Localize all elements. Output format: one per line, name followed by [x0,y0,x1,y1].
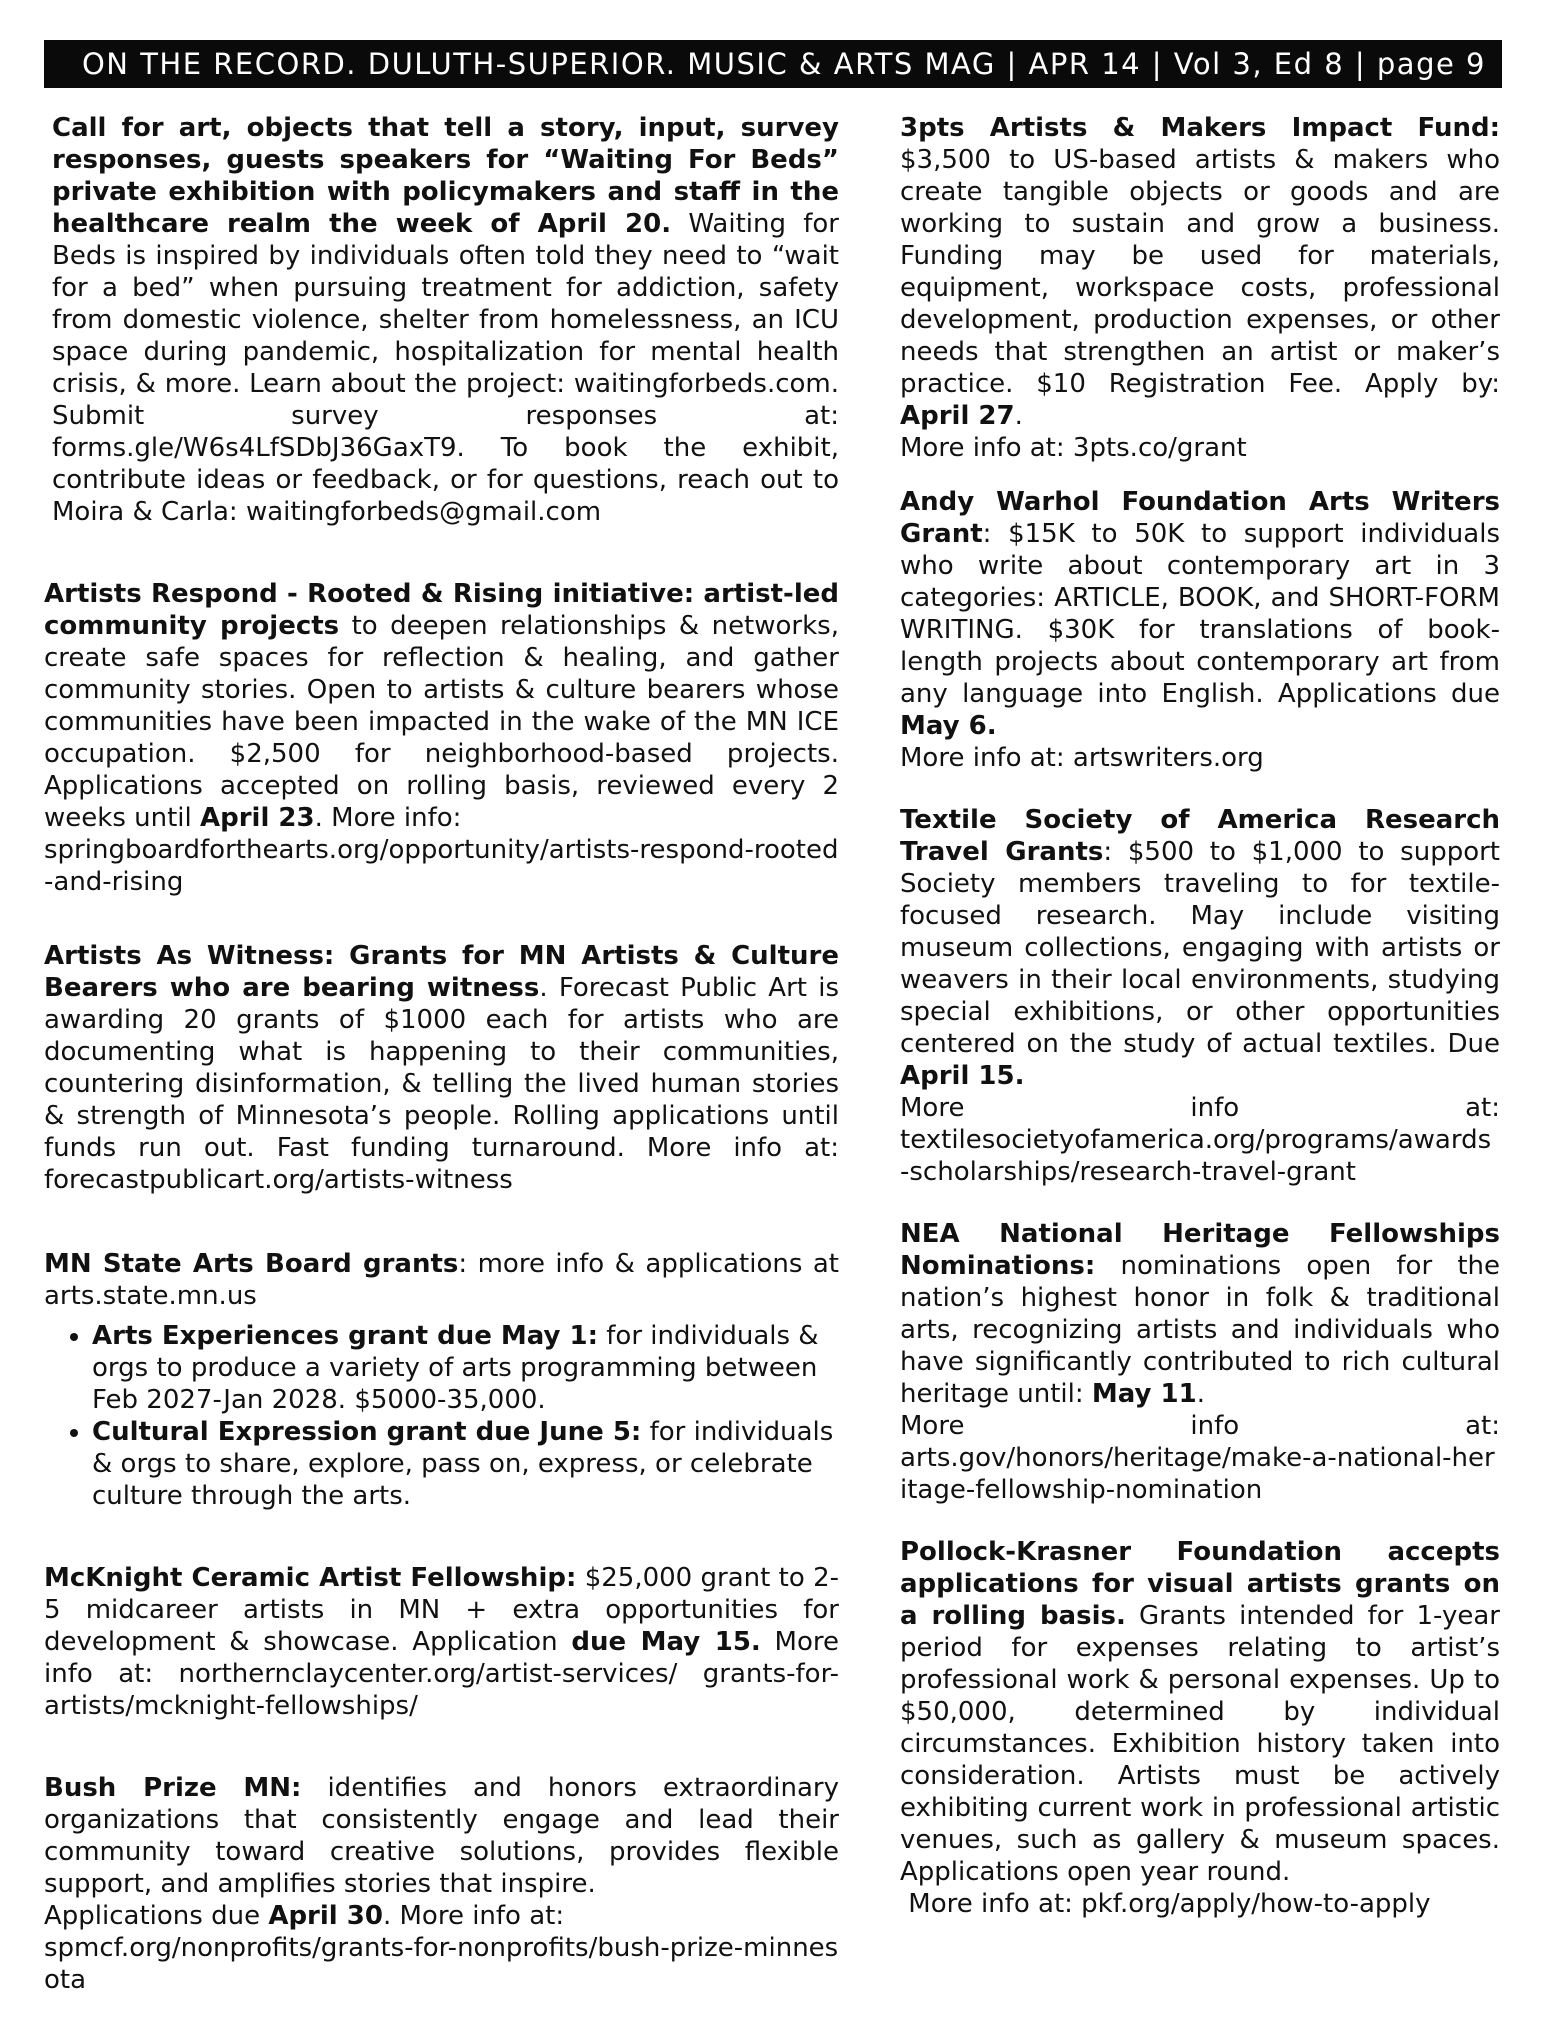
listing-deadline: due May 15. [571,1627,761,1657]
listing-3pts [900,112,1500,464]
listing-body: identifies and honors extraordinary organizations that consistently engage and lead their community toward creative solutions, provides flexible support, and amplifies stories that inspire. [44,1773,839,1899]
listing-more: More info at: [900,1411,1500,1441]
listing-more: More info at: 3pts.co/grant [900,433,1247,463]
listing-title: Bush Prize MN: [44,1773,302,1803]
listing-deadline: May 11 [1091,1379,1197,1409]
listing-body: Waiting for Beds is inspired by individuals often told they need to “wait for a bed” when pursuing treatment for addiction, safety from domestic violence, shelter from homelessness, an ICU space during pandemic, hospitalization for mental health crisis, & more. Learn about the project: waitingforbeds.com. Submit survey responses at: forms.gle/W6s4LfSDbJ36GaxT9. To book the exhibit, contribute ideas or feedback, or for questions, reach out to Moira & Carla: waitingforbeds@gmail.com [52,209,839,527]
grant-bullet-list [44,1320,839,1512]
listing-title: Call for art, objects that tell a story, input, survey responses, guests speakers for “Waiting For Beds” private exhibition with policymakers and staff in the healthcare realm the week of April 20. [52,113,839,239]
listing-title: MN State Arts Board grants [44,1249,459,1279]
listing-apps: Applications due [44,1901,269,1931]
listing-body: : $15K to 50K to support individuals who write about contemporary art in 3 categories: ARTICLE, BOOK, and SHORT-FORM WRITING. $30K for translations of book-length projects about contemporary art from any language into English. Applications due [900,519,1500,709]
listing-deadline: May 6. [900,711,997,741]
listing-mcknight [44,1562,839,1722]
listing-textile [900,804,1500,1188]
listing-title: 3pts Artists & Makers Impact Fund: [900,113,1500,143]
listing-title: Artists As Witness: Grants for MN Artists & Culture Bearers who are bearing witness [44,941,839,1003]
listing-period: . [1014,401,1023,431]
listing-more: . More info at: [382,1901,565,1931]
listing-url: textilesocietyofamerica.org/programs/awards-scholarships/research-travel-grant [900,1125,1492,1187]
bullet-title: Arts Experiences grant due May 1: [92,1321,599,1351]
listing-title: Textile Society of America Research Travel Grants [900,805,1500,867]
listing-deadline: April 15. [900,1061,1025,1091]
bullet-text: for individuals & orgs to produce a variety of arts programming between Feb 2027-Jan 2028. $5000-35,000. [92,1321,819,1415]
listing-body: Grants intended for 1-year period for expenses relating to artist’s professional work & personal expenses. Up to $50,000, determined by individual circumstances. Exhibition history taken into consideration. Artists must be actively exhibiting current work in professional artistic venues, such as gallery & museum spaces. Applications open year round. [900,1601,1500,1887]
listing-body: . Forecast Public Art is awarding 20 grants of $1000 each for artists who are documenting what is happening to their communities, countering disinformation, & telling the lived human stories & strength of Minnesota’s people. Rolling applications until funds run out. Fast funding turnaround. More info at: forecastpublicart.org/artists-witness [44,973,839,1195]
listing-deadline: April 30 [268,1901,383,1931]
listing-title: McKnight Ceramic Artist Fellowship: [44,1563,577,1593]
right-column [900,112,1500,1962]
listing-pollock [900,1536,1500,1920]
listing-body: : $500 to $1,000 to support Society members traveling to for textile-focused research. May include visiting museum collections, engaging with artists or weavers in their local environments, studying special exhibitions, or other opportunities centered on the study of actual textiles. Due [900,837,1500,1059]
listing-nea [900,1218,1500,1506]
listing-body: $25,000 grant to 2-5 midcareer artists in MN + extra opportunities for development & showcase. Application [44,1563,839,1657]
listing-more: More info at: artswriters.org [900,743,1264,773]
listing-url: arts.gov/honors/heritage/make-a-national-heritage-fellowship-nomination [900,1443,1495,1505]
listing-deadline: April 27 [900,401,1015,431]
listing-url: springboardforthearts.org/opportunity/artists-respond-rooted-and-rising [44,835,839,897]
listing-title: Andy Warhol Foundation Arts Writers Grant [900,487,1500,549]
listing-artists-respond [44,578,839,898]
listing-waiting-for-beds [44,112,839,528]
listing-mn-state-arts [44,1248,839,1512]
bullet-item [92,1320,839,1416]
listing-more: . More info: [314,803,462,833]
listing-artists-witness [44,940,839,1196]
listing-body: $3,500 to US-based artists & makers who create tangible objects or goods and are working to sustain and grow a business. Funding may be used for materials, equipment, workspace costs, professional development, production expenses, or other needs that strengthen an artist or maker’s practice. $10 Registration Fee. Apply by: [900,145,1500,399]
listing-more: More info at: pkf.org/apply/how-to-apply [900,1889,1431,1919]
page-header [44,40,1502,88]
listing-bush-prize [44,1772,839,1996]
listing-body: to deepen relationships & networks, create safe spaces for reflection & healing, and gather community stories. Open to artists & culture bearers whose communities have been impacted in the wake of the MN ICE occupation. $2,500 for neighborhood-based projects. Applications accepted on rolling basis, reviewed every 2 weeks until [44,611,839,833]
listing-title: Pollock-Krasner Foundation accepts applications for visual artists grants on a rolling basis. [900,1537,1500,1631]
listing-period: . [1196,1379,1205,1409]
listing-more: More info at: northernclaycenter.org/artist-services/ grants-for-artists/mcknight-fellowships/ [44,1627,840,1721]
header-title: ON THE RECORD. DULUTH-SUPERIOR. MUSIC & ARTS MAG | APR 14 | Vol 3, Ed 8 | page 9 [81,47,1486,81]
left-column [44,112,839,2038]
listing-url: spmcf.org/nonprofits/grants-for-nonprofits/bush-prize-minnesota [44,1933,839,1995]
listing-title: NEA National Heritage Fellowships Nominations: [900,1219,1500,1281]
listing-body: : more info & applications at arts.state.mn.us [44,1249,839,1311]
listing-title: Artists Respond - Rooted & Rising initiative: artist-led community projects [44,579,839,641]
listing-body: nominations open for the nation’s highest honor in folk & traditional arts, recognizing artists and individuals who have significantly contributed to rich cultural heritage until: [900,1251,1500,1409]
bullet-text: for individuals & orgs to share, explore, pass on, express, or celebrate culture through the arts. [92,1417,834,1511]
listing-more: More info at: [900,1093,1500,1123]
listing-deadline: April 23 [200,803,315,833]
listing-warhol [900,486,1500,774]
bullet-title: Cultural Expression grant due June 5: [92,1417,642,1447]
bullet-item [92,1416,839,1512]
